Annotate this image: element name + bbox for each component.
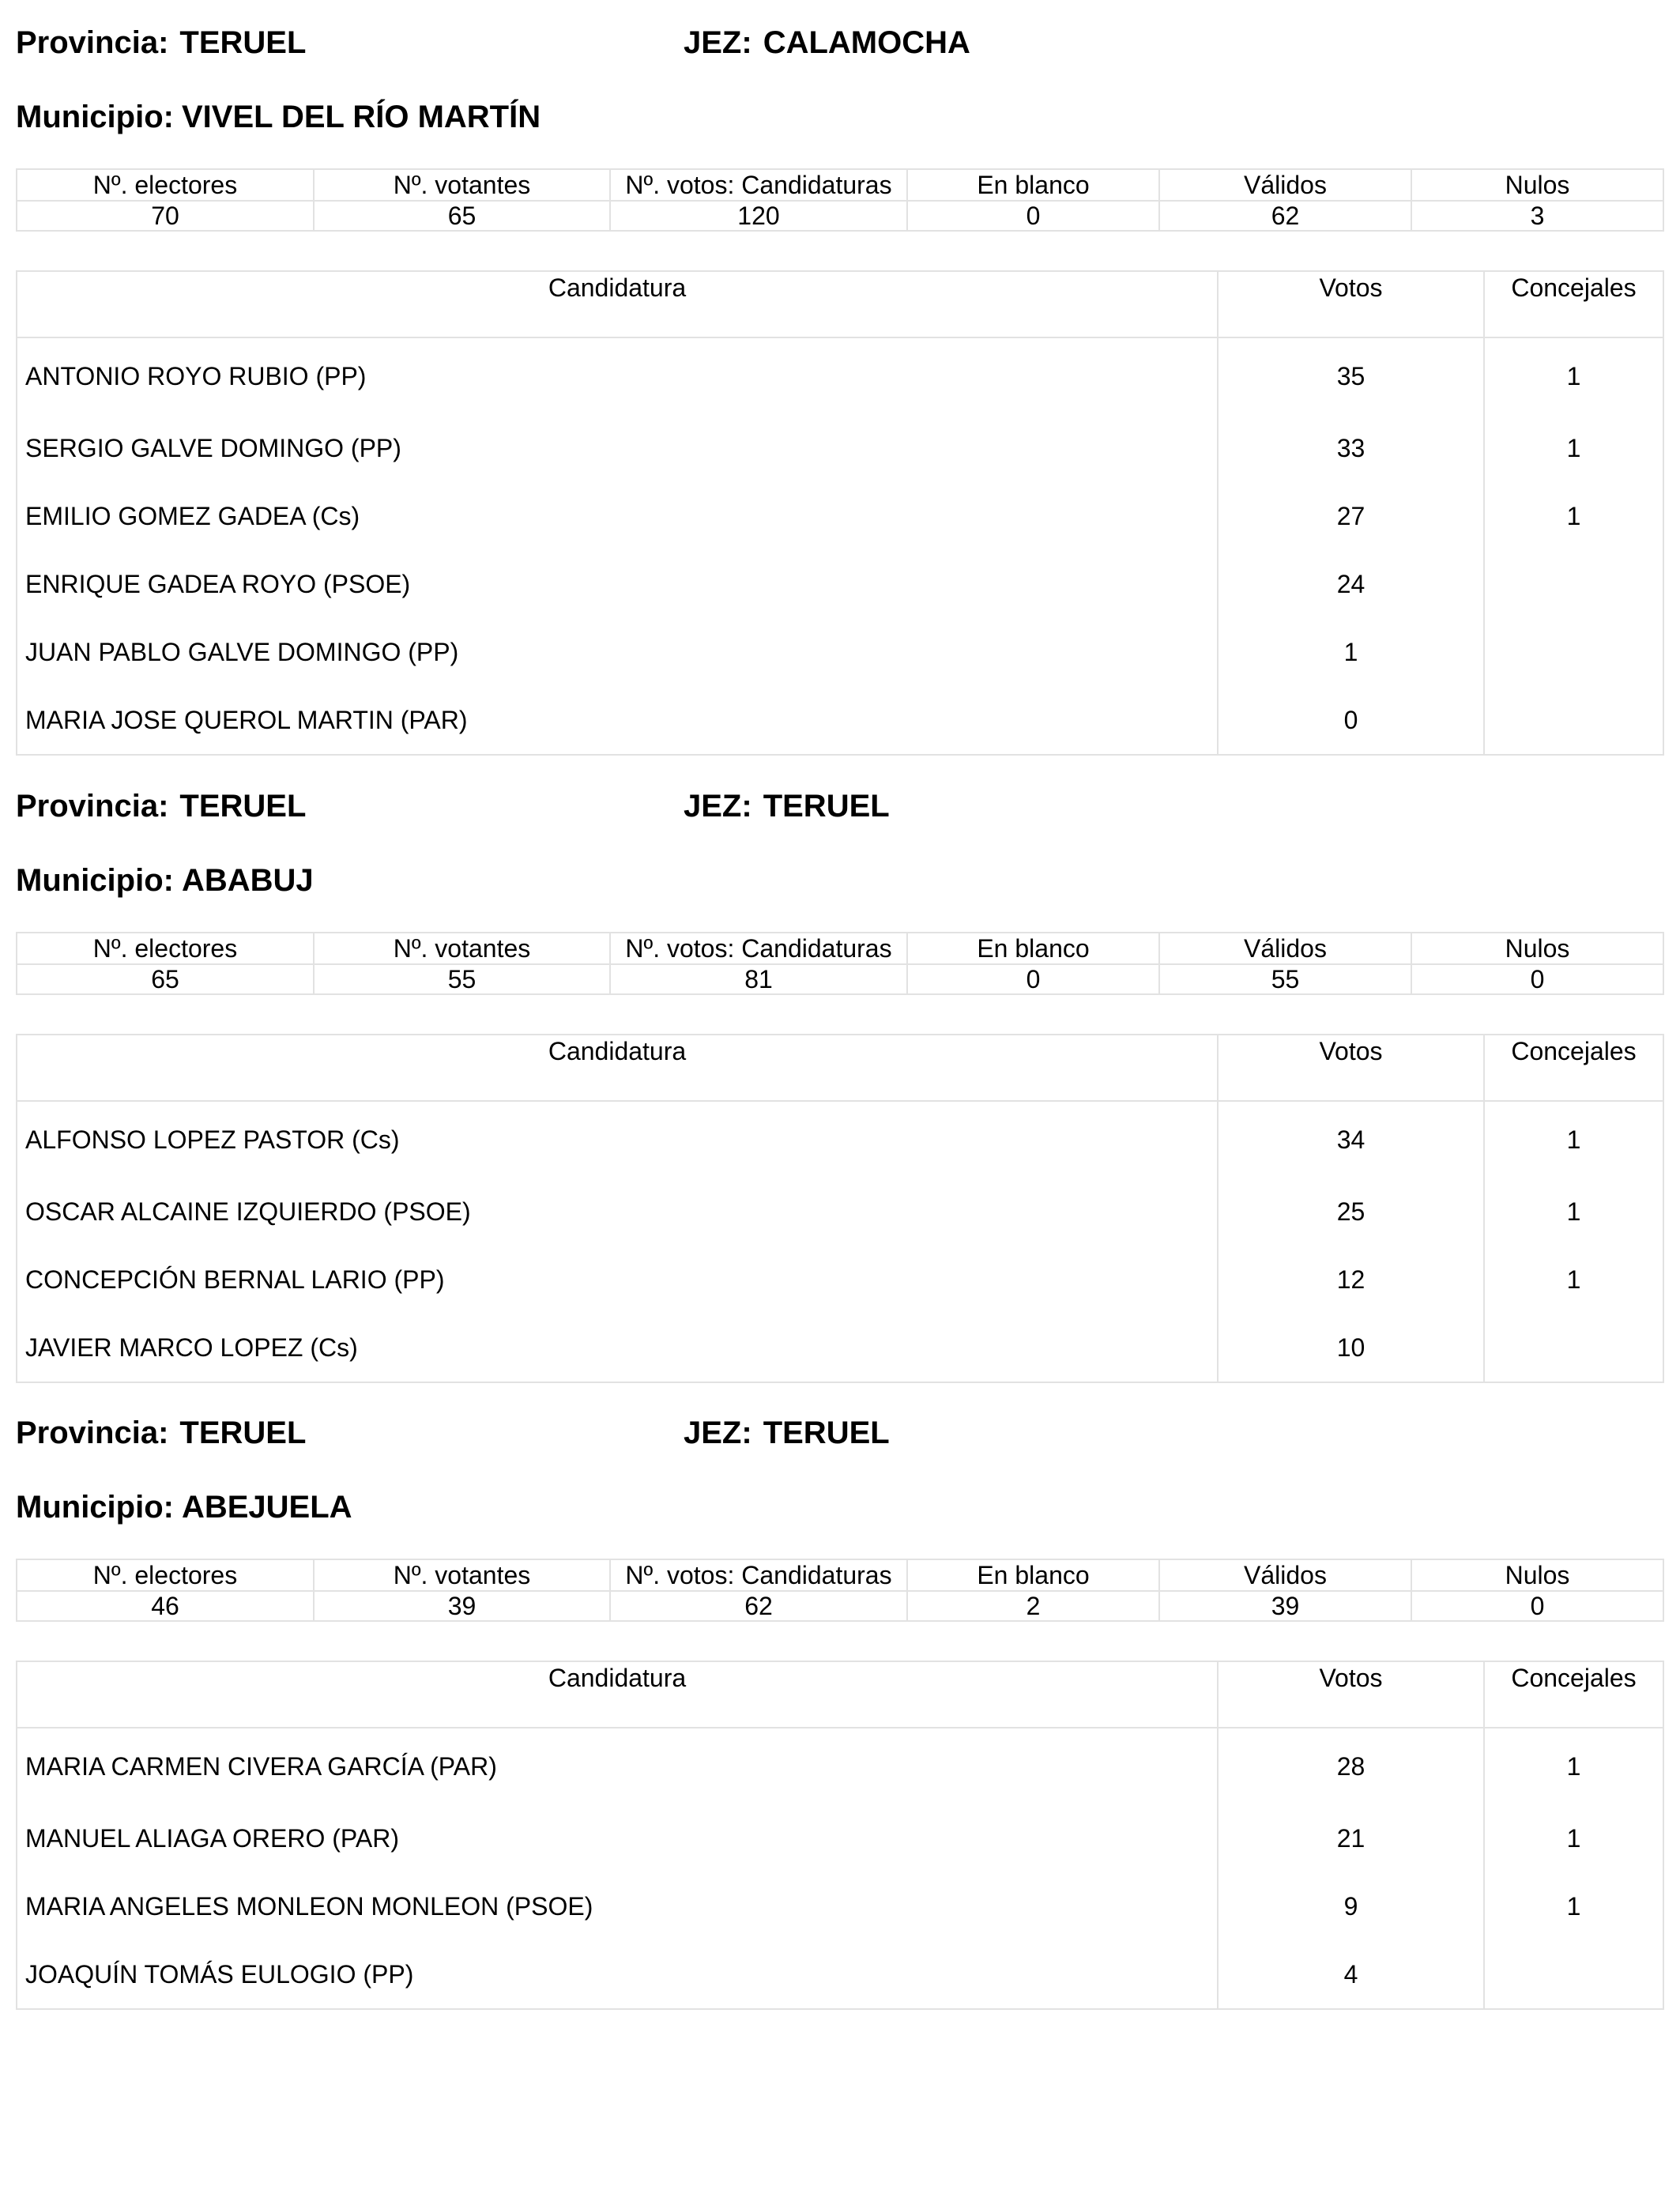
candidate-seats: 1 — [1484, 337, 1663, 414]
summary-header-cell: Válidos — [1159, 169, 1411, 201]
candidates-table — [16, 270, 1664, 756]
candidates-table — [16, 1034, 1664, 1383]
provincia-header — [16, 1409, 306, 1457]
concejales-header: Concejales — [1484, 1035, 1663, 1101]
summary-table — [16, 168, 1664, 232]
summary-header-cell: Nulos — [1411, 169, 1663, 201]
candidate-row — [17, 686, 1663, 755]
provincia-value: TERUEL — [179, 1416, 307, 1450]
candidate-seats: 1 — [1484, 1246, 1663, 1314]
provincia-label: Provincia: — [16, 789, 169, 824]
candidate-votes: 10 — [1218, 1314, 1484, 1382]
summary-value-cell: 65 — [314, 201, 610, 231]
candidate-row — [17, 1178, 1663, 1246]
candidate-seats: 1 — [1484, 1178, 1663, 1246]
summary-value-cell: 39 — [314, 1591, 610, 1621]
candidate-seats: 1 — [1484, 1101, 1663, 1178]
municipio-header — [16, 1483, 352, 1531]
candidate-votes: 21 — [1218, 1804, 1484, 1872]
candidate-votes: 25 — [1218, 1178, 1484, 1246]
summary-value-cell: 65 — [17, 964, 314, 994]
jez-header — [684, 782, 890, 830]
summary-value-cell: 62 — [1159, 201, 1411, 231]
summary-value-cell: 62 — [610, 1591, 907, 1621]
candidate-seats: 1 — [1484, 1728, 1663, 1804]
summary-header-cell: Nulos — [1411, 1559, 1663, 1591]
summary-value-cell: 3 — [1411, 201, 1663, 231]
summary-table — [16, 1559, 1664, 1622]
jez-value: TERUEL — [763, 789, 890, 824]
candidate-name: MARIA CARMEN CIVERA GARCÍA (PAR) — [17, 1728, 1218, 1804]
candidate-votes: 9 — [1218, 1872, 1484, 1940]
summary-value-cell: 81 — [610, 964, 907, 994]
candidate-name: SERGIO GALVE DOMINGO (PP) — [17, 414, 1218, 482]
summary-value-row — [17, 201, 1663, 231]
jez-header — [684, 19, 970, 66]
summary-header-cell: Nulos — [1411, 933, 1663, 964]
jez-value: CALAMOCHA — [763, 25, 970, 60]
candidate-name: EMILIO GOMEZ GADEA (Cs) — [17, 482, 1218, 550]
votos-header: Votos — [1218, 1661, 1484, 1728]
summary-header-cell: En blanco — [907, 933, 1159, 964]
candidate-name: ANTONIO ROYO RUBIO (PP) — [17, 337, 1218, 414]
candidate-row — [17, 1246, 1663, 1314]
municipio-header — [16, 857, 314, 904]
municipio-label: Municipio: — [16, 100, 174, 134]
summary-value-cell: 120 — [610, 201, 907, 231]
summary-header-cell: Válidos — [1159, 1559, 1411, 1591]
candidate-row — [17, 1872, 1663, 1940]
candidate-row — [17, 1804, 1663, 1872]
candidate-name: ALFONSO LOPEZ PASTOR (Cs) — [17, 1101, 1218, 1178]
provincia-value: TERUEL — [179, 789, 307, 824]
candidate-votes: 27 — [1218, 482, 1484, 550]
summary-header-cell: Nº. electores — [17, 169, 314, 201]
candidate-name: ENRIQUE GADEA ROYO (PSOE) — [17, 550, 1218, 618]
summary-header-cell: En blanco — [907, 169, 1159, 201]
summary-header-cell: Nº. votos: Candidaturas — [610, 1559, 907, 1591]
candidate-name: JOAQUÍN TOMÁS EULOGIO (PP) — [17, 1940, 1218, 2009]
summary-header-row — [17, 169, 1663, 201]
summary-header-cell: Nº. votantes — [314, 933, 610, 964]
candidate-row — [17, 1101, 1663, 1178]
candidates-header-row — [17, 271, 1663, 337]
summary-header-cell: Nº. votantes — [314, 169, 610, 201]
summary-value-row — [17, 964, 1663, 994]
candidate-row — [17, 1940, 1663, 2009]
summary-value-cell: 55 — [1159, 964, 1411, 994]
summary-value-cell: 46 — [17, 1591, 314, 1621]
candidate-seats: 1 — [1484, 414, 1663, 482]
provincia-header — [16, 19, 306, 66]
summary-header-cell: Nº. votos: Candidaturas — [610, 169, 907, 201]
summary-table — [16, 932, 1664, 995]
candidate-name: OSCAR ALCAINE IZQUIERDO (PSOE) — [17, 1178, 1218, 1246]
votos-header: Votos — [1218, 271, 1484, 337]
candidate-seats — [1484, 686, 1663, 755]
candidate-seats: 1 — [1484, 1872, 1663, 1940]
candidate-row — [17, 337, 1663, 414]
summary-value-cell: 2 — [907, 1591, 1159, 1621]
candidate-seats: 1 — [1484, 482, 1663, 550]
concejales-header: Concejales — [1484, 271, 1663, 337]
candidate-votes: 0 — [1218, 686, 1484, 755]
candidate-seats — [1484, 618, 1663, 686]
summary-header-cell: Válidos — [1159, 933, 1411, 964]
votos-header: Votos — [1218, 1035, 1484, 1101]
summary-value-cell: 0 — [1411, 1591, 1663, 1621]
municipio-header — [16, 93, 541, 141]
candidate-votes: 28 — [1218, 1728, 1484, 1804]
candidate-row — [17, 618, 1663, 686]
summary-header-row — [17, 1559, 1663, 1591]
summary-value-cell: 70 — [17, 201, 314, 231]
summary-value-cell: 55 — [314, 964, 610, 994]
candidate-name: MARIA JOSE QUEROL MARTIN (PAR) — [17, 686, 1218, 755]
candidatura-header: Candidatura — [17, 1661, 1218, 1728]
candidate-votes: 4 — [1218, 1940, 1484, 2009]
candidates-header-row — [17, 1661, 1663, 1728]
candidate-votes: 33 — [1218, 414, 1484, 482]
candidate-row — [17, 550, 1663, 618]
jez-value: TERUEL — [763, 1416, 890, 1450]
provincia-value: TERUEL — [179, 25, 307, 60]
summary-value-row — [17, 1591, 1663, 1621]
jez-label: JEZ: — [684, 1416, 752, 1450]
candidate-row — [17, 482, 1663, 550]
provincia-label: Provincia: — [16, 25, 169, 60]
summary-header-cell: Nº. electores — [17, 1559, 314, 1591]
summary-header-row — [17, 933, 1663, 964]
summary-value-cell: 39 — [1159, 1591, 1411, 1621]
municipio-value: VIVEL DEL RÍO MARTÍN — [181, 100, 541, 134]
provincia-label: Provincia: — [16, 1416, 169, 1450]
candidate-votes: 24 — [1218, 550, 1484, 618]
candidates-header-row — [17, 1035, 1663, 1101]
candidate-seats — [1484, 550, 1663, 618]
candidate-seats: 1 — [1484, 1804, 1663, 1872]
summary-header-cell: Nº. votantes — [314, 1559, 610, 1591]
candidate-seats — [1484, 1940, 1663, 2009]
candidates-table — [16, 1661, 1664, 2010]
candidate-name: MARIA ANGELES MONLEON MONLEON (PSOE) — [17, 1872, 1218, 1940]
candidate-name: CONCEPCIÓN BERNAL LARIO (PP) — [17, 1246, 1218, 1314]
candidate-votes: 12 — [1218, 1246, 1484, 1314]
candidate-row — [17, 1728, 1663, 1804]
candidate-seats — [1484, 1314, 1663, 1382]
summary-header-cell: En blanco — [907, 1559, 1159, 1591]
candidatura-header: Candidatura — [17, 271, 1218, 337]
candidate-votes: 34 — [1218, 1101, 1484, 1178]
candidate-votes: 1 — [1218, 618, 1484, 686]
summary-header-cell: Nº. votos: Candidaturas — [610, 933, 907, 964]
candidatura-header: Candidatura — [17, 1035, 1218, 1101]
municipio-value: ABABUJ — [181, 863, 314, 898]
jez-header — [684, 1409, 890, 1457]
candidate-name: JUAN PABLO GALVE DOMINGO (PP) — [17, 618, 1218, 686]
summary-value-cell: 0 — [907, 964, 1159, 994]
candidate-name: JAVIER MARCO LOPEZ (Cs) — [17, 1314, 1218, 1382]
summary-value-cell: 0 — [1411, 964, 1663, 994]
jez-label: JEZ: — [684, 25, 752, 60]
concejales-header: Concejales — [1484, 1661, 1663, 1728]
jez-label: JEZ: — [684, 789, 752, 824]
candidate-row — [17, 1314, 1663, 1382]
municipio-value: ABEJUELA — [181, 1490, 352, 1525]
municipio-label: Municipio: — [16, 1490, 174, 1525]
provincia-header — [16, 782, 306, 830]
candidate-row — [17, 414, 1663, 482]
candidate-votes: 35 — [1218, 337, 1484, 414]
municipio-label: Municipio: — [16, 863, 174, 898]
summary-header-cell: Nº. electores — [17, 933, 314, 964]
summary-value-cell: 0 — [907, 201, 1159, 231]
candidate-name: MANUEL ALIAGA ORERO (PAR) — [17, 1804, 1218, 1872]
